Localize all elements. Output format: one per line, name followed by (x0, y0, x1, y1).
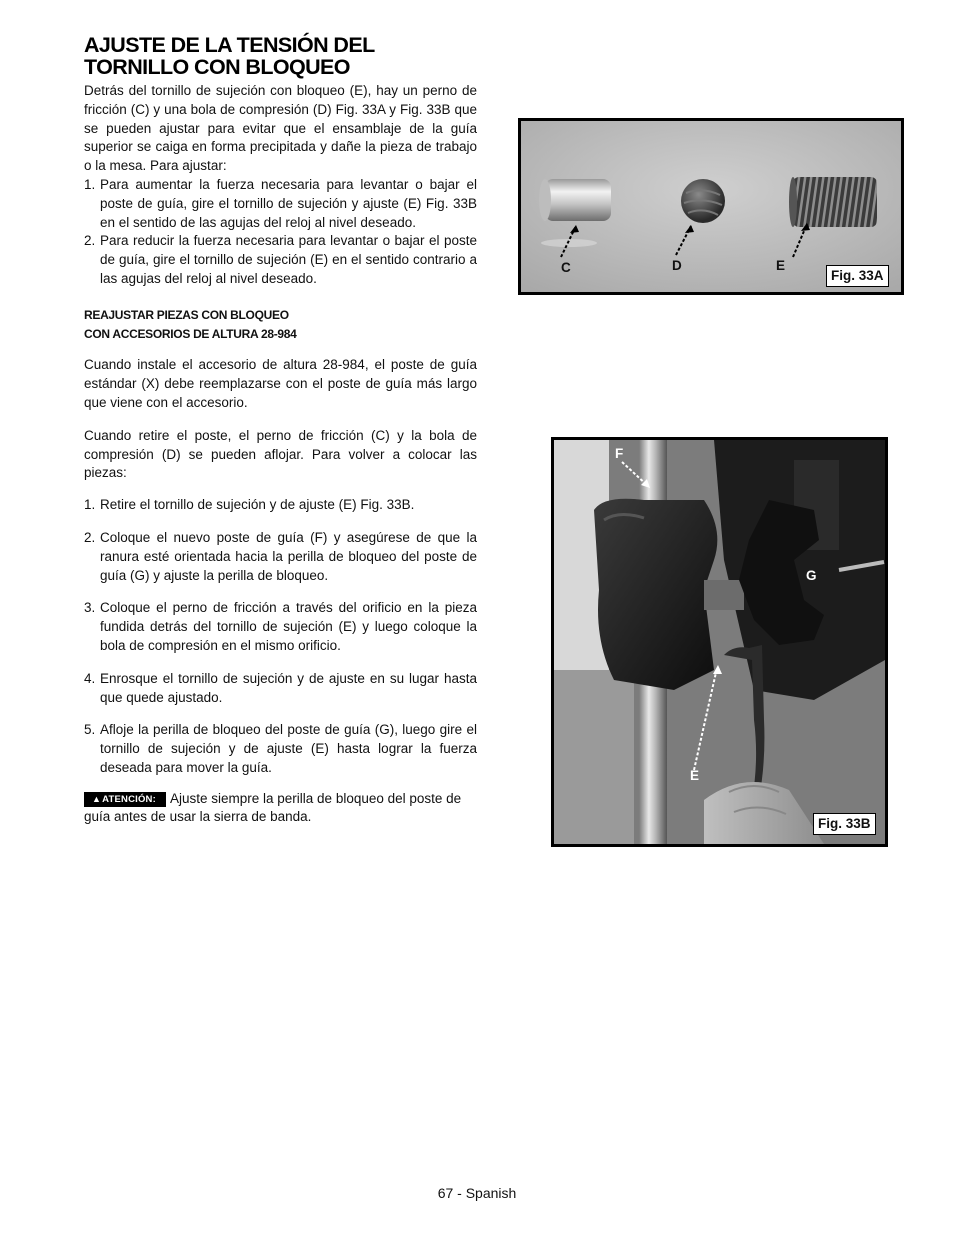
list-item (84, 232, 477, 288)
step-text: Coloque el nuevo poste de guía (F) y asegúrese de que la ranura esté orientada hacia la perilla de bloqueo del poste de guía (G) y ajuste la perilla de bloqueo. (100, 529, 477, 583)
list-item (84, 599, 477, 655)
callout-e-b: E (690, 768, 700, 783)
step-number: 1. (84, 497, 96, 513)
figure-33a-label: Fig. 33A (826, 265, 889, 287)
callout-d: D (672, 258, 682, 273)
step-number: 5. (84, 722, 96, 738)
remove-paragraph: Cuando retire el poste, el perno de fricción (C) y la bola de compresión (D) se pueden aflojar. Para volver a colocar las piezas: (84, 427, 477, 481)
intro-paragraph: Detrás del tornillo de sujeción con bloqueo (E), hay un perno de fricción (C) y una bola de compresión (D) Fig. 33A y Fig. 33B que se pueden ajustar para evitar que el ensamblaje de la guía superior se caiga en forma precipitada y dañe la pieza de trabajo o la mesa. Para ajustar: (84, 83, 477, 174)
warning-triangle-icon: ▲ (92, 793, 102, 804)
callout-c: C (561, 260, 571, 275)
page-footer: 67 - Spanish (437, 1185, 517, 1201)
step-number: 2. (84, 233, 96, 249)
list-item (84, 176, 477, 232)
install-paragraph: Cuando instale el accesorio de altura 28-984, el poste de guía estándar (X) debe reemplazarse con el poste de guía más largo que viene con el accesorio. (84, 357, 477, 410)
list-item (84, 721, 477, 777)
figure-33b-label: Fig. 33B (813, 813, 876, 835)
text-column (84, 34, 477, 827)
step-text: Coloque el perno de fricción a través del orificio en la pieza fundida detrás del tornillo de sujeción (E) y luego coloque la bola de compresión en el mismo orificio. (100, 600, 477, 653)
step-text: Para aumentar la fuerza necesaria para levantar o bajar el poste de guía, gire el tornillo de sujeción y ajuste (E) Fig. 33B en el sentido de las agujas del reloj al nivel deseado. (100, 176, 477, 230)
warning-text: Ajuste siempre la perilla de bloqueo del poste de guía antes de usar la sierra de banda. (84, 790, 462, 825)
step-number: 2. (84, 529, 96, 545)
adjust-steps-list (84, 176, 477, 289)
step-text: Afloje la perilla de bloqueo del poste de guía (G), luego gire el tornillo de sujeción y de ajuste (E) hasta lograr la fuerza deseada para mover la guía. (100, 722, 477, 775)
step-number: 3. (84, 600, 96, 616)
step-number: 4. (84, 670, 96, 686)
subheading-line-2: CON ACCESORIOS DE ALTURA 28-984 (84, 326, 297, 341)
compression-ball-icon (681, 179, 725, 223)
callout-g: G (806, 568, 817, 583)
list-item (84, 496, 477, 515)
step-text: Para reducir la fuerza necesaria para levantar o bajar el poste de guía, gire el tornillo de sujeción (E) en el sentido contrario a las agujas del reloj al nivel deseado. (100, 233, 477, 286)
list-item (84, 529, 477, 585)
step-text: Retire el tornillo de sujeción y de ajuste (E) Fig. 33B. (100, 497, 415, 513)
step-number: 1. (84, 176, 96, 192)
warning-paragraph (84, 790, 477, 827)
figure-33a (518, 118, 904, 295)
page-heading: AJUSTE DE LA TENSIÓN DEL TORNILLO CON BLOQUEO (84, 33, 375, 79)
callout-f: F (615, 446, 624, 461)
figure-33b (551, 437, 888, 847)
replace-steps-list (84, 496, 477, 778)
callout-e: E (776, 258, 786, 273)
step-text: Enrosque el tornillo de sujeción y de ajuste en su lugar hasta que quede ajustado. (100, 670, 477, 705)
cast-bracket (594, 499, 717, 690)
subheading-line-1: REAJUSTAR PIEZAS CON BLOQUEO (84, 307, 289, 322)
list-item (84, 670, 477, 708)
figure-33b-photo (554, 440, 885, 844)
threaded-screw-icon (789, 177, 877, 227)
warning-badge: ▲ATENCIÓN: (84, 792, 166, 807)
